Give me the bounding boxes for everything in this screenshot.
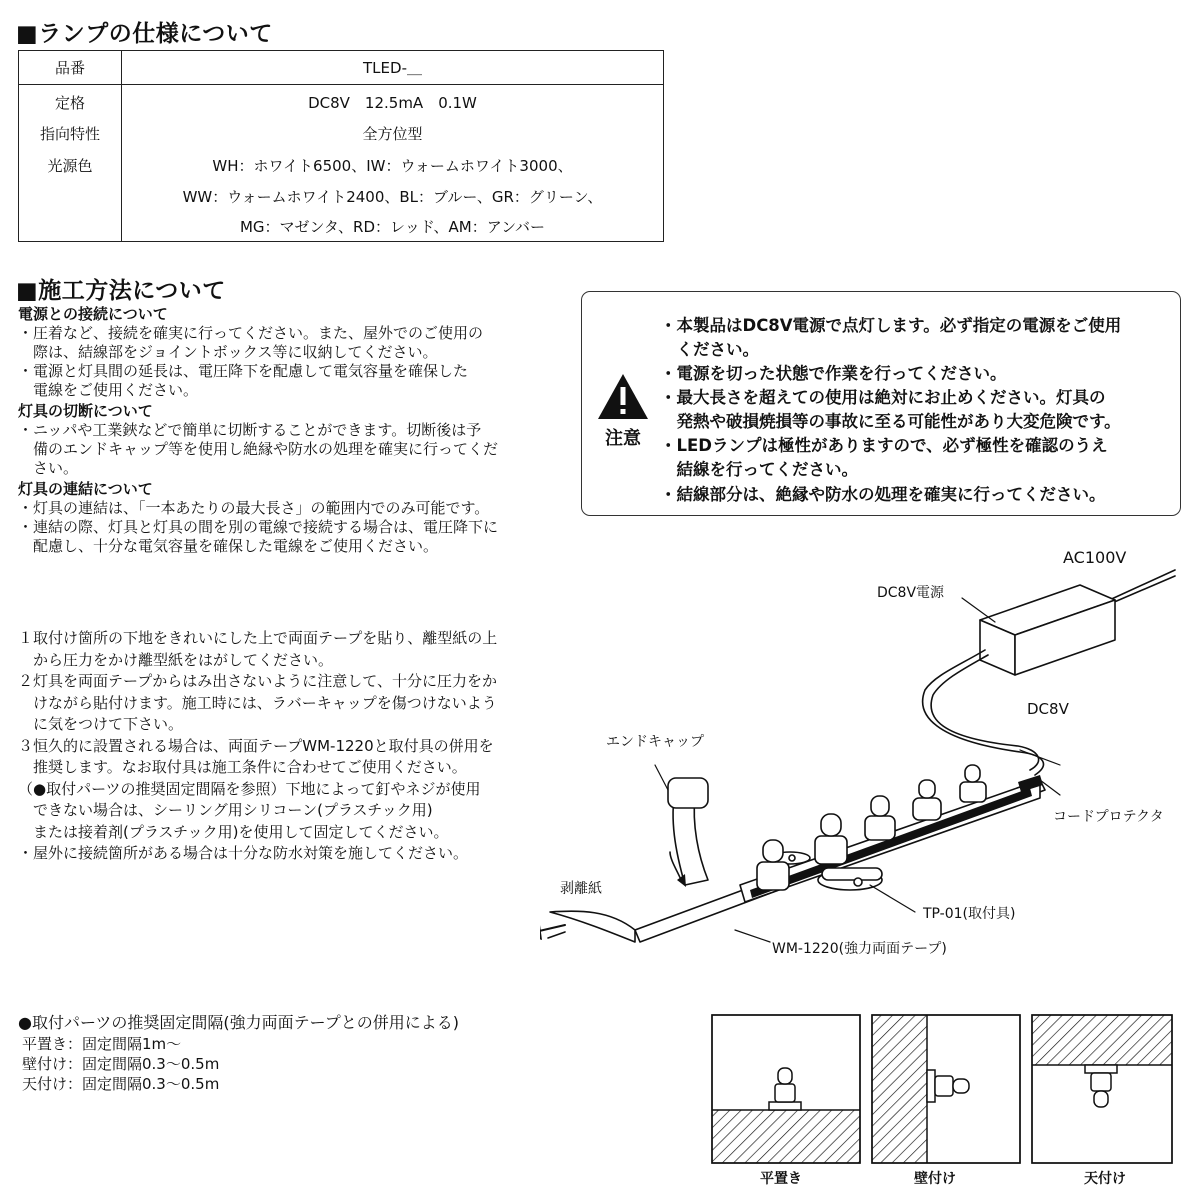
led-bulb [913,780,941,820]
spec-label-part-number: 品番 [54,59,85,77]
note-line: ・電源と灯具間の延長は、電圧降下を配慮して電気容量を確保した [18,362,469,380]
caution-line: ください。 [660,340,759,359]
mount-wall-figure [872,1015,1020,1163]
step-line: できない場合は、シーリング用シリコーン(プラスチック用) [18,801,433,819]
spec-label-directivity: 指向特性 [39,125,100,143]
caution-label: 注意 [605,428,641,449]
caution-line: 結線を行ってください。 [660,460,858,479]
group-heading-power-connection: 電源との接続について [18,305,168,323]
led-bulb [815,814,847,864]
note-line: 際は、結線部をジョイントボックス等に収納してください。 [18,343,438,361]
mount-flat-figure [712,1015,860,1163]
note-line: 備のエンドキャップ等を使用し絶縁や防水の処理を確実に行ってくだ [18,440,499,458]
caption-flat: 平置き [760,1171,802,1187]
caution-box [581,291,1181,516]
led-bulb [865,796,895,840]
caution-line: 発熱や破損焼損等の事故に至る可能性があり大変危険です。 [660,412,1121,431]
label-wm1220: WM-1220(強力両面テープ) [772,941,947,957]
label-ac100v: AC100V [1063,548,1127,567]
caption-ceiling: 天付け [1084,1171,1126,1187]
label-release-liner: 剥離紙 [560,881,602,897]
spec-table [18,50,664,242]
spec-label-rating: 定格 [54,94,85,112]
caution-line: ・電源を切った状態で作業を行ってください。 [660,364,1007,383]
group-heading-cutting: 灯具の切断について [18,402,153,420]
step-line: けながら貼付けます。施工時には、ラバーキャップを傷つけないよう [18,693,497,712]
spec-value-light-color-cont-2: MG：マゼンタ、RD：レッド、AM：アンバー [239,218,546,236]
step-line: ２灯具を両面テープからはみ出さないように注意して、十分に圧力をか [18,672,497,690]
label-cord-protector: コードプロテクタ [1053,809,1164,825]
step-line: 推奨します。なお取付具は施工条件に合わせてご使用ください。 [18,758,467,776]
led-bulb [960,765,986,802]
led-bulb [757,840,789,890]
spec-value-light-color: WH：ホワイト6500、IW：ウォームホワイト3000、 [212,157,573,175]
caution-line: ・本製品はDC8V電源で点灯します。必ず指定の電源をご使用 [660,316,1122,335]
install-steps [18,628,497,865]
install-section-title: ■施工方法について [16,278,226,304]
warning-triangle-icon [596,372,650,422]
spec-section-title: ■ランプの仕様について [16,21,273,47]
note-line: ・圧着など、接続を確実に行ってください。また、屋外でのご使用の [18,324,484,342]
caption-wall: 壁付け [914,1171,956,1187]
note-line: ・ニッパや工業鋏などで簡単に切断することができます。切断後は予 [18,421,482,439]
step-line: ３恒久的に設置される場合は、両面テープWM-1220と取付具の併用を [18,736,494,755]
caution-line: ・結線部分は、絶縁や防水の処理を確実に行ってください。 [660,485,1106,504]
note-line: さい。 [18,459,79,477]
spec-value-light-color-cont-1: WW：ウォームホワイト2400、BL：ブルー、GR：グリーン、 [182,188,603,206]
power-supply-box [980,585,1115,675]
caution-line: ・最大長さを超えての使用は絶対にお止めください。灯具の [660,388,1106,407]
caution-line: ・LEDランプは極性がありますので、必ず極性を確認のうえ [660,436,1108,455]
step-line: １取付け箇所の下地をきれいにした上で両面テープを貼り、離型紙の上 [18,629,498,647]
note-line: 配慮し、十分な電気容量を確保した電線をご使用ください。 [18,537,439,555]
spec-value-part-number: TLED-＿ [363,59,422,77]
fixing-line-wall: 壁付け：固定間隔0.3～0.5m [22,1055,220,1073]
mounting-illustrations [705,1010,1175,1168]
fixing-section [18,1012,459,1094]
fixing-title: ●取付パーツの推奨固定間隔(強力両面テープとの併用による) [18,1013,460,1032]
spec-label-light-color: 光源色 [47,157,93,175]
label-dc8v: DC8V [1027,700,1069,718]
step-line: （●取付パーツの推奨固定間隔を参照）下地によって釘やネジが使用 [18,779,481,798]
note-line: 電線をご使用ください。 [18,381,199,399]
step-line: ・屋外に接続箇所がある場合は十分な防水対策を施してください。 [18,844,469,862]
spec-value-directivity: 全方位型 [362,125,423,143]
step-line: または接着剤(プラスチック用)を使用して固定してください。 [18,822,449,841]
install-notes [18,303,498,556]
label-dc8v-power: DC8V電源 [877,585,945,601]
step-line: から圧力をかけ離型紙をはがしてください。 [18,650,334,669]
fixing-line-ceiling: 天付け：固定間隔0.3～0.5m [22,1075,220,1093]
mount-ceiling-figure [1032,1015,1172,1163]
step-line: に気をつけて下さい。 [18,715,184,733]
label-tp01: TP-01(取付具) [923,906,1016,922]
installation-diagram [540,540,1190,980]
note-line: ・連結の際、灯具と灯具の間を別の電線で接続する場合は、電圧降下に [18,518,499,536]
group-heading-linking: 灯具の連結について [18,480,153,498]
spec-value-rating: DC8V 12.5mA 0.1W [308,94,477,112]
fixing-line-flat: 平置き：固定間隔1m～ [22,1035,182,1053]
label-end-cap: エンドキャップ [606,734,704,750]
note-line: ・灯具の連結は、「一本あたりの最大長さ」の範囲内でのみ可能です。 [18,499,490,517]
